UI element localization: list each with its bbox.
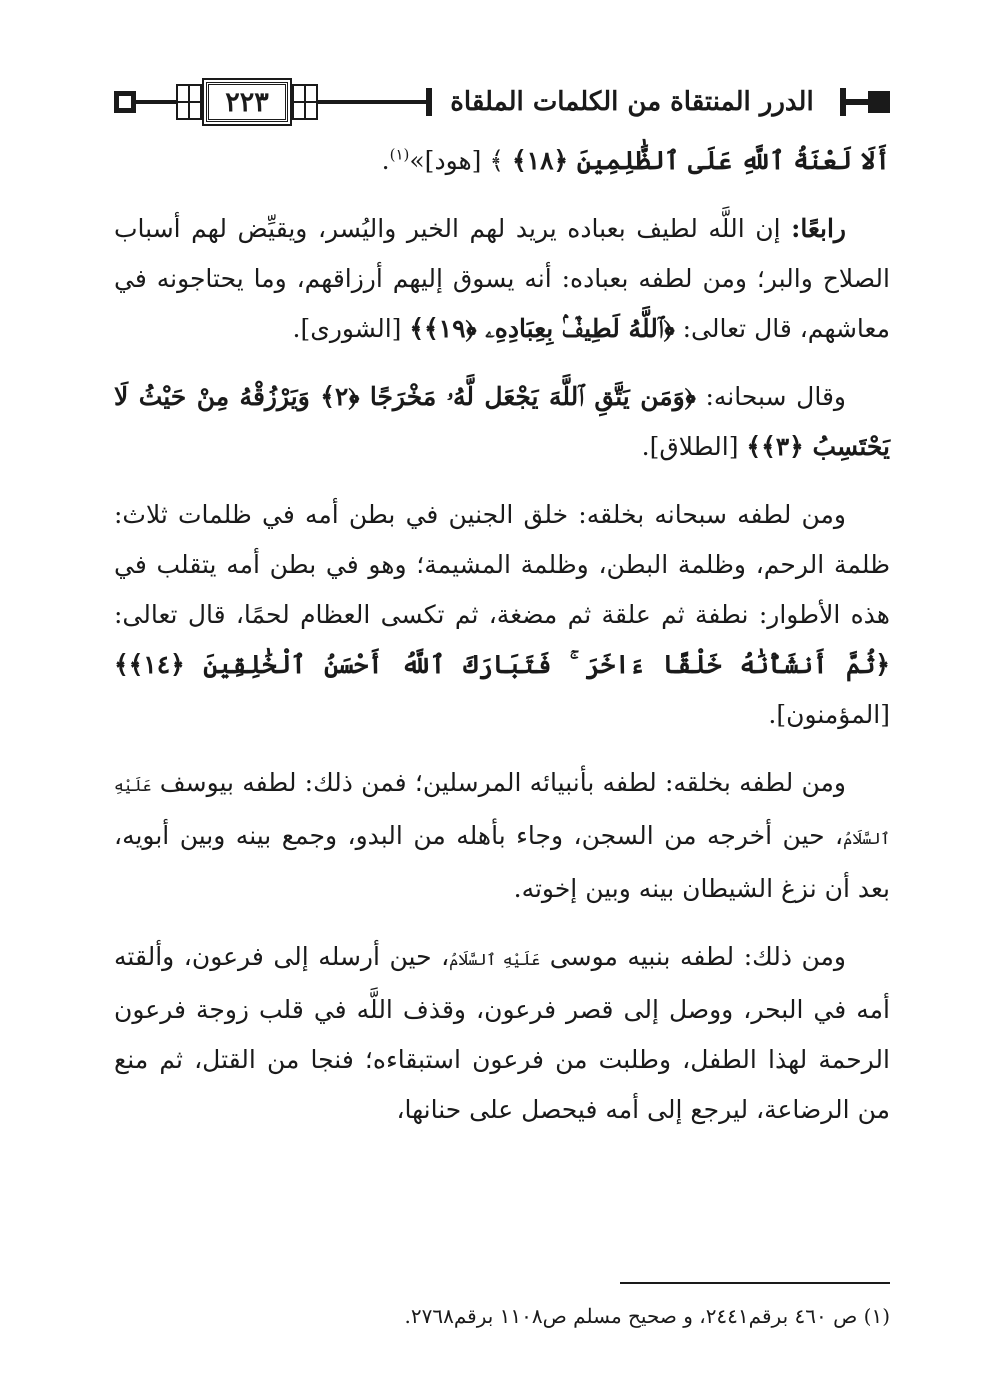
- paragraph-quran-verse-hud: [114, 136, 890, 186]
- footnote: (١) ص ٤٦٠ برقم٢٤٤١، و صحيح مسلم ص١١٠٨ برقم٢٧٦٨.: [404, 1304, 890, 1328]
- paragraph-embryo: [114, 490, 890, 740]
- paragraph-talaq-verse: [114, 372, 890, 472]
- paragraph-fourth-point: [114, 204, 890, 354]
- paragraph-text: ومن ذلك: لطفه بنبيه موسى: [540, 942, 846, 971]
- header-rule-middle: [318, 100, 426, 104]
- paragraph-text: وقال سبحانه:: [695, 382, 846, 411]
- paragraph-musa: [114, 932, 890, 1135]
- header-ornament-knot-left: [176, 84, 202, 120]
- header-ornament-square-left: [114, 91, 136, 113]
- section-lead: رابعًا:: [791, 214, 846, 243]
- quran-verse: ﴿ثُمَّ أَنشَأْنَٰهُ خَلْقًا ءَاخَرَ ۚ فَتَبَارَكَ ٱللَّهُ أَحْسَنُ ٱلْخَٰلِقِينَ ﴿١٤﴾﴾: [114, 650, 890, 679]
- paragraph-text: ومن لطفه بخلقه: لطفه بأنبيائه المرسلين؛ فمن ذلك: لطفه بيوسف: [151, 768, 847, 797]
- quran-verse: ﴿وَمَن يَتَّقِ ٱللَّهَ يَجْعَل لَّهُۥ مَخْرَجًا ﴿٢﴾ وَيَرْزُقْهُ مِنْ حَيْثُ لَا يَحْتَسِبُ ﴿٣﴾﴾: [114, 382, 890, 461]
- paragraph-text: إن اللَّه لطيف بعباده يريد لهم الخير واليُسر، ويقيِّض لهم أسباب الصلاح والبر؛ ومن لطفه بعباده: أنه يسوق إليهم أرزاقهم، وما يحتاجونه في معاشهم، قال تعالى:: [114, 214, 890, 343]
- surah-reference: [الطلاق].: [641, 432, 747, 461]
- page-number: ٢٢٣: [206, 82, 288, 122]
- paragraph-text: ، حين أخرجه من السجن، وجاء بأهله من البدو، وجمع بينه وبين أبويه، بعد أن نزغ الشيطان بينه وبين إخوته.: [114, 821, 890, 903]
- honorific-glyph: عَلَيْهِ ٱلسَّلَامُ: [449, 950, 541, 969]
- surah-reference: [الشورى].: [292, 314, 410, 343]
- paragraph-yusuf: [114, 758, 890, 914]
- surah-reference: [المؤمنون].: [768, 700, 890, 729]
- surah-reference: ﴾ [هود]»: [409, 146, 505, 175]
- book-title: الدرر المنتقاة من الكلمات الملقاة: [450, 87, 814, 117]
- header-ornament-knot-right: [292, 84, 318, 120]
- page-body: [114, 136, 890, 1153]
- header-rule-left-outer: [136, 100, 176, 104]
- honorific-glyph: عَلَيْهِ ٱلسَّلَامُ: [114, 776, 890, 848]
- running-header: [114, 80, 890, 130]
- header-ornament-square-right: [868, 91, 890, 113]
- header-rule-right: [846, 99, 870, 105]
- sentence-end: .: [381, 146, 390, 175]
- paragraph-text: ومن لطفه سبحانه بخلقه: خلق الجنين في بطن أمه في ظلمات ثلاث: ظلمة الرحم، وظلمة البطن، وظلمة المشيمة؛ وهو في بطن أمه يتقلب في هذه الأطوار: نطفة ثم علقة ثم مضغة، ثم تكسى العظام لحمًا، قال تعالى:: [114, 500, 890, 629]
- quran-verse: أَلَا لَعْنَةُ ٱللَّهِ عَلَى ٱلظَّٰلِمِينَ ﴿١٨﴾: [511, 146, 890, 175]
- footnote-separator: [620, 1282, 890, 1284]
- paragraph-text: ، حين أرسله إلى فرعون، وألقته أمه في البحر، ووصل إلى قصر فرعون، وقذف اللَّه في قلب زوجة فرعون الرحمة لهذا الطفل، وطلبت من فرعون استبقاءه؛ فنجا من القتل، ثم منع من الرضاعة، ليرجع إلى أمه فيحصل على حنانها،: [114, 942, 891, 1124]
- footnote-marker: (١): [389, 145, 410, 164]
- quran-verse: ﴿ٱللَّهُ لَطِيفٌۢ بِعِبَادِهِۦ ﴿١٩﴾﴾: [409, 314, 675, 343]
